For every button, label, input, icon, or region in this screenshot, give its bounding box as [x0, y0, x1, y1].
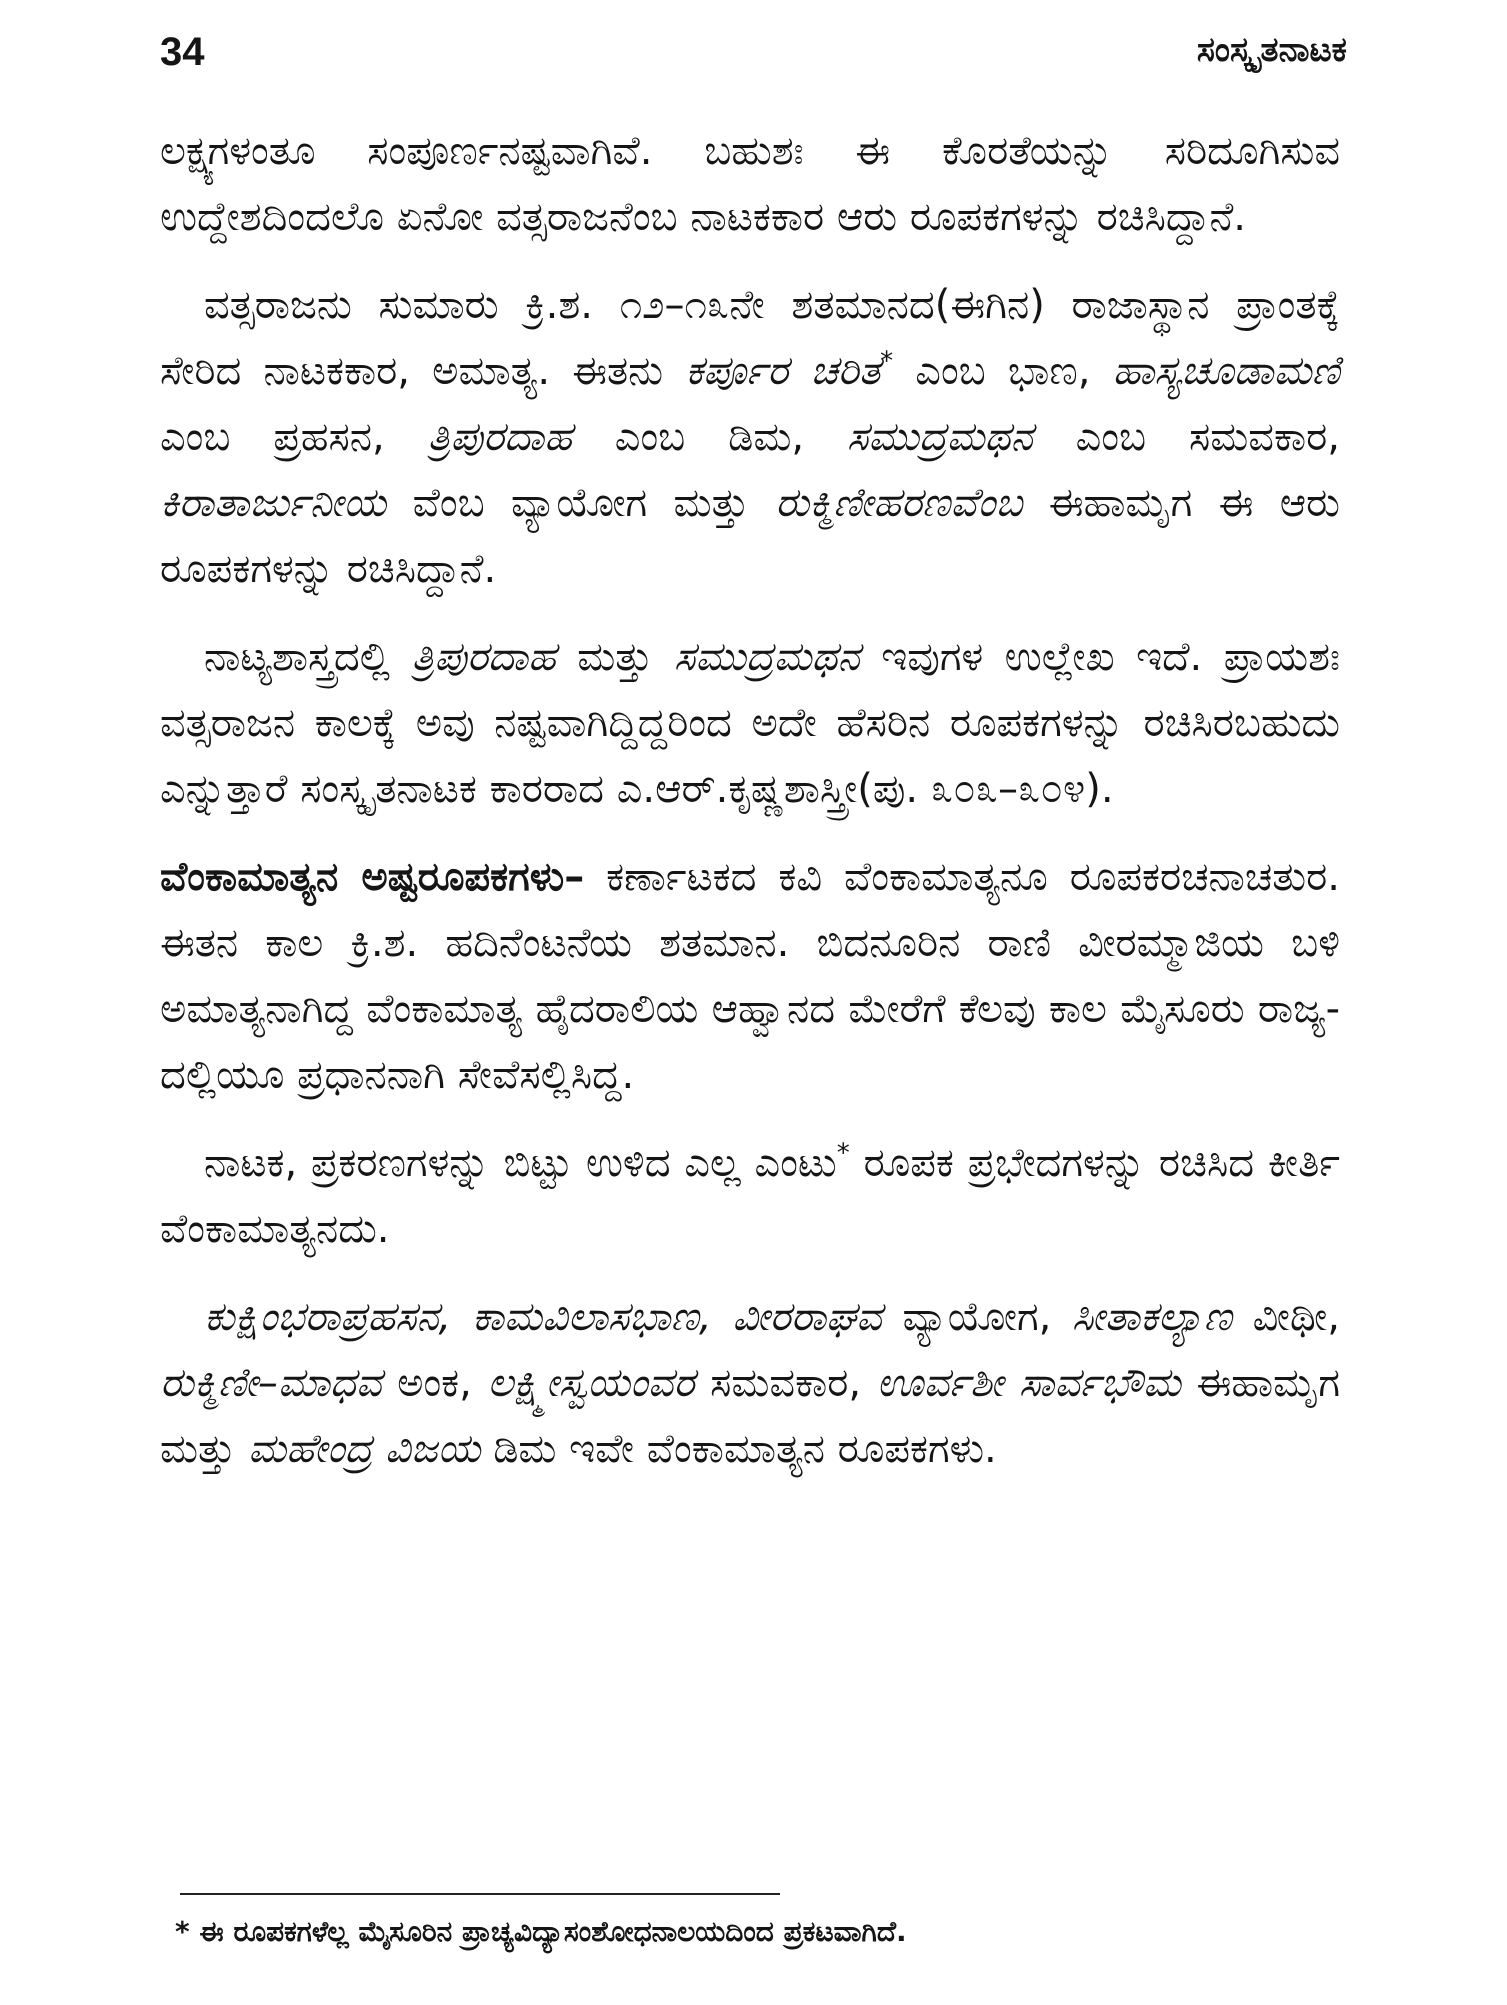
text-run: ನಾಟ್ಯಶಾಸ್ತ್ರದಲ್ಲಿ [204, 634, 412, 680]
work-title: ಸಮುದ್ರಮಥನ [674, 634, 860, 680]
text-run: ಎಂಬ ಪ್ರಹಸನ, [160, 414, 428, 460]
work-title: ಸೀತಾಕಲ್ಯಾಣ [1071, 1294, 1232, 1340]
text-run: ರೂಪಕ ಪ್ರಭೇದಗಳನ್ನು ರಚಿಸಿದ ಕೀರ್ತಿ ವೆಂಕಾಮಾತ್ಯನದು. [160, 1140, 1340, 1252]
work-title: ರುಕ್ಮಿಣೀ–ಮಾಧವ [160, 1360, 382, 1406]
work-title: ರುಕ್ಮಿಣೀಹರಣವೆಂಬ [775, 480, 1023, 526]
text-run: ನಾಟಕ, ಪ್ರಕರಣಗಳನ್ನು ಬಿಟ್ಟು ಉಳಿದ ಎಲ್ಲ ಎಂಟು [204, 1140, 837, 1186]
work-title: ಹಾಸ್ಯಚೂಡಾಮಣಿ [1112, 348, 1340, 394]
work-title: ಊರ್ವಶೀ ಸಾರ್ವಭೌಮ [876, 1360, 1181, 1406]
work-title: ಸಮುದ್ರಮಥನ [847, 414, 1033, 460]
work-title: ಕಾಮವಿಲಾಸಭಾಣ, [471, 1294, 712, 1340]
paragraph-text: ಲಕ್ಷ್ಯಗಳಂತೂ ಸಂಪೂರ್ಣನಷ್ಟವಾಗಿವೆ. ಬಹುಶಃ ಈ ಕೊರತೆಯನ್ನು ಸರಿದೂಗಿಸುವ ಉದ್ದೇಶದಿಂದಲೊ ಏನೋ ವತ್ಸರಾಜನೆಂಬ ನಾಟಕಕಾರ ಆರು ರೂಪಕಗಳನ್ನು ರಚಿಸಿದ್ದಾನೆ. [160, 128, 1340, 240]
text-run: ಡಿಮ ಇವೇ ವೆಂಕಾಮಾತ್ಯನ ರೂಪಕಗಳು. [480, 1426, 997, 1472]
work-title: ಕುಕ್ಷಿಂಭರಾಪ್ರಹಸನ, [204, 1294, 452, 1340]
text-run: ಸಮವಕಾರ, [694, 1360, 877, 1406]
work-title: ಕಿರಾತಾರ್ಜುನೀಯ [160, 480, 387, 526]
section-heading: ವೆಂಕಾಮಾತ್ಯನ ಅಷ್ಟರೂಪಕಗಳು– [160, 854, 585, 900]
text-run: ಎಂಬ ಸಮವಕಾರ, [1032, 414, 1340, 460]
text-run: ಎಂಬ ಭಾಣ, [893, 348, 1113, 394]
text-run: ಈಹಾಮೃಗ ಈ ಆರು ರೂಪಕಗಳನ್ನು ರಚಿಸಿದ್ದಾನೆ. [160, 480, 1341, 592]
paragraph-1 [160, 118, 1340, 250]
page-body [160, 118, 1340, 1482]
footnote-marker: * [880, 346, 894, 377]
text-run [451, 1294, 472, 1340]
text-run [712, 1294, 733, 1340]
text-run: ಕರ್ಣಾಟಕದ ಕವಿ ವೆಂಕಾಮಾತ್ಯನೂ ರೂಪಕರಚನಾಚತುರ. ಈತನ ಕಾಲ ಕ್ರಿ.ಶ. ಹದಿನೆಂಟನೆಯ ಶತಮಾನ. ಬಿದನೂರಿನ ರಾಣಿ ವೀರಮ್ಮಾಜಿಯ ಬಳಿ ಅಮಾತ್ಯನಾಗಿದ್ದ ವೆಂಕಾಮಾತ್ಯ ಹೈದರಾಲಿಯ ಆಹ್ವಾನದ ಮೇರೆಗೆ ಕೆಲವು ಕಾಲ ಮೈಸೂರು ರಾಜ್ಯ-ದಲ್ಲಿಯೂ ಪ್ರಧಾನನಾಗಿ ಸೇವೆಸಲ್ಲಿಸಿದ್ದ. [160, 854, 1340, 1098]
page-header [160, 30, 1347, 80]
text-run: ಮತ್ತು [555, 634, 675, 680]
work-title: ಮಹೇಂದ್ರ ವಿಜಯ [248, 1426, 481, 1472]
footnote-star: * [175, 1915, 190, 1948]
running-title: ಸಂಸ್ಕೃತನಾಟಕ [1196, 30, 1347, 70]
work-title: ಲಕ್ಷ್ಮೀಸ್ವಯಂವರ [487, 1360, 695, 1406]
text-run: ಇವುಗಳ ಉಲ್ಲೇಖ ಇದೆ. ಪ್ರಾಯಶಃ ವತ್ಸರಾಜನ ಕಾಲಕ್ಕೆ ಅವು ನಷ್ಟವಾಗಿದ್ದಿದ್ದರಿಂದ ಅದೇ ಹೆಸರಿನ ರೂಪಕಗಳನ್ನು ರಚಿಸಿರಬಹುದು ಎನ್ನುತ್ತಾರೆ ಸಂಸ್ಕೃತನಾಟಕ ಕಾರರಾದ ಎ.ಆರ್.ಕೃಷ್ಣಶಾಸ್ತ್ರೀ(ಪು. ೩೦೩–೩೦೪). [160, 634, 1340, 812]
text-run: ಈಹಾಮೃಗ ಮತ್ತು [160, 1360, 1340, 1472]
work-title: ತ್ರಿಪುರದಾಹ [427, 414, 572, 460]
text-run: ಅಂಕ, [381, 1360, 488, 1406]
page-number: 34 [160, 30, 205, 74]
text-run: ವತ್ಸರಾಜನು ಸುಮಾರು ಕ್ರಿ.ಶ. ೧೨–೧೩ನೇ ಶತಮಾನದ(ಈಗಿನ) ರಾಜಾಸ್ಥಾನ ಪ್ರಾಂತಕ್ಕೆ ಸೇರಿದ ನಾಟಕಕಾರ, ಅಮಾತ್ಯ. ಈತನು [160, 282, 1340, 394]
footnote [175, 1912, 907, 1952]
text-run: ವೆಂಬ ವ್ಯಾಯೋಗ ಮತ್ತು [386, 480, 776, 526]
paragraph-3 [160, 624, 1340, 822]
footnote-divider [180, 1893, 780, 1895]
footnote-marker: * [836, 1138, 850, 1169]
text-run: ಎಂಬ ಡಿಮ, [571, 414, 848, 460]
paragraph-5 [160, 1130, 1340, 1262]
footnote-text: ಈ ರೂಪಕಗಳೆಲ್ಲ ಮೈಸೂರಿನ ಪ್ರಾಚ್ಯವಿದ್ಯಾಸಂಶೋಧನಾಲಯದಿಂದ ಪ್ರಕಟವಾಗಿದೆ. [189, 1915, 907, 1948]
work-title: ತ್ರಿಪುರದಾಹ [411, 634, 556, 680]
paragraph-2 [160, 272, 1340, 602]
work-title: ವೀರರಾಘವ [732, 1294, 882, 1340]
paragraph-6 [160, 1284, 1340, 1482]
text-run: ವ್ಯಾಯೋಗ, [881, 1294, 1072, 1340]
text-run: ವೀಥೀ, [1231, 1294, 1341, 1340]
paragraph-4 [160, 844, 1340, 1108]
work-title: ಕರ್ಪೂರ ಚರಿತ [685, 348, 881, 394]
